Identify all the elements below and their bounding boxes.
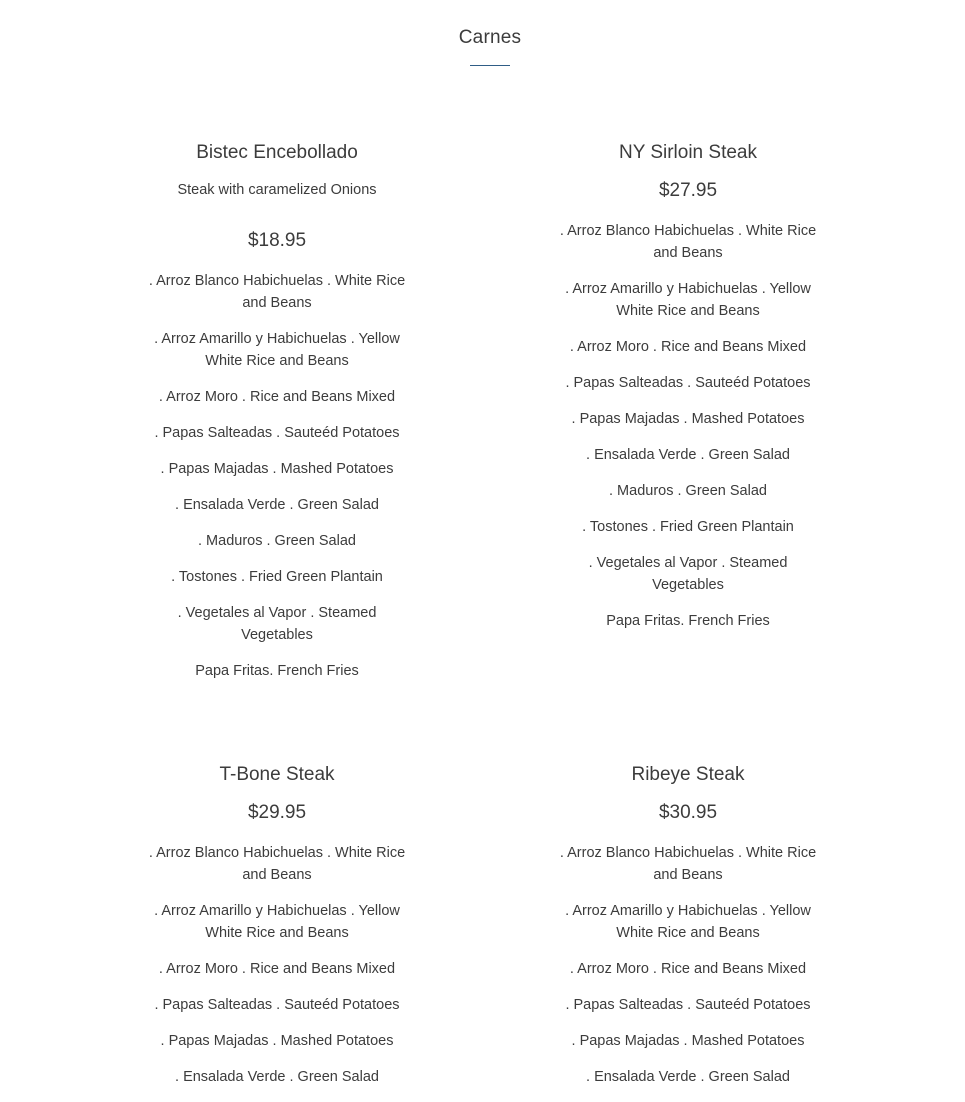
side-option: . Papas Majadas . Mashed Potatoes: [160, 461, 394, 477]
side-options-list: [553, 220, 823, 632]
side-option: . Arroz Blanco Habichuelas . White Rice and Beans: [148, 845, 406, 883]
item-name: T-Bone Steak: [219, 764, 335, 785]
menu-item-ny-sirloin-steak: [553, 140, 823, 646]
side-option: . Ensalada Verde . Green Salad: [586, 1069, 790, 1085]
side-option: . Maduros . Green Salad: [198, 533, 356, 549]
side-option: . Arroz Moro . Rice and Beans Mixed: [158, 961, 396, 977]
side-options-list: [142, 270, 412, 682]
section-title: Carnes: [458, 27, 522, 48]
side-option: . Papas Salteadas . Sauteéd Potatoes: [565, 375, 811, 391]
side-option: . Vegetales al Vapor . Steamed Vegetables: [588, 555, 788, 593]
side-option: . Arroz Amarillo y Habichuelas . Yellow White Rice and Beans: [154, 331, 400, 369]
side-option: . Arroz Moro . Rice and Beans Mixed: [158, 389, 396, 405]
side-option: . Arroz Amarillo y Habichuelas . Yellow White Rice and Beans: [154, 903, 400, 941]
side-option: . Arroz Amarillo y Habichuelas . Yellow White Rice and Beans: [565, 903, 811, 941]
side-option: . Papas Salteadas . Sauteéd Potatoes: [154, 425, 400, 441]
side-option: . Arroz Blanco Habichuelas . White Rice and Beans: [559, 223, 817, 261]
side-option: . Vegetales al Vapor . Steamed Vegetables: [177, 605, 377, 643]
side-options-list: [142, 842, 412, 1088]
side-option: Papa Fritas. French Fries: [606, 613, 770, 629]
item-price: $27.95: [658, 180, 718, 201]
side-option: . Arroz Amarillo y Habichuelas . Yellow White Rice and Beans: [565, 281, 811, 319]
item-description: Steak with caramelized Onions: [177, 182, 377, 198]
side-option: Papa Fritas. French Fries: [195, 663, 359, 679]
side-option: . Papas Salteadas . Sauteéd Potatoes: [565, 997, 811, 1013]
side-option: . Ensalada Verde . Green Salad: [586, 447, 790, 463]
item-price: $29.95: [247, 802, 307, 823]
item-price: $18.95: [247, 230, 307, 251]
side-option: . Papas Majadas . Mashed Potatoes: [571, 411, 805, 427]
item-name: Ribeye Steak: [631, 764, 745, 785]
side-option: . Papas Salteadas . Sauteéd Potatoes: [154, 997, 400, 1013]
side-option: . Papas Majadas . Mashed Potatoes: [160, 1033, 394, 1049]
side-option: . Tostones . Fried Green Plantain: [582, 519, 794, 535]
side-option: . Tostones . Fried Green Plantain: [171, 569, 383, 585]
side-option: . Ensalada Verde . Green Salad: [175, 497, 379, 513]
side-options-list: [553, 842, 823, 1088]
section-title-underline: [470, 65, 510, 66]
side-option: . Papas Majadas . Mashed Potatoes: [571, 1033, 805, 1049]
side-option: . Maduros . Green Salad: [609, 483, 767, 499]
menu-item-t-bone-steak: [142, 762, 412, 1102]
item-price: $30.95: [658, 802, 718, 823]
side-option: . Arroz Blanco Habichuelas . White Rice and Beans: [148, 273, 406, 311]
menu-item-ribeye-steak: [553, 762, 823, 1102]
side-option: . Arroz Moro . Rice and Beans Mixed: [569, 339, 807, 355]
side-option: . Arroz Blanco Habichuelas . White Rice and Beans: [559, 845, 817, 883]
side-option: . Arroz Moro . Rice and Beans Mixed: [569, 961, 807, 977]
item-name: Bistec Encebollado: [196, 142, 358, 163]
menu-item-bistec-encebollado: [142, 140, 412, 696]
side-option: . Ensalada Verde . Green Salad: [175, 1069, 379, 1085]
section-header: [0, 24, 965, 66]
item-name: NY Sirloin Steak: [619, 142, 757, 163]
